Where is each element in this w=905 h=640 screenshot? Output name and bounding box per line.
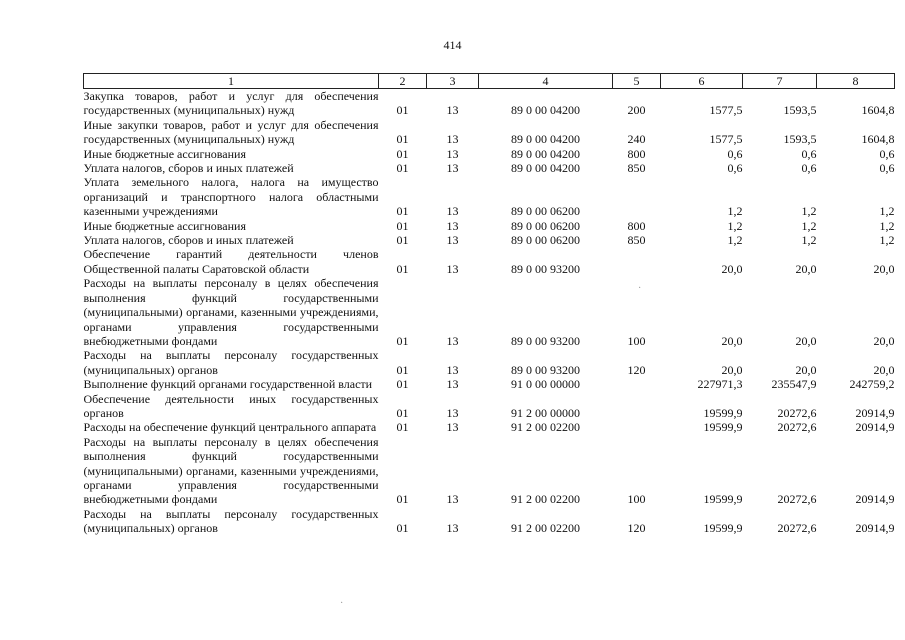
row-name: Расходы на выплаты персоналу государственных (муниципальных) органов xyxy=(83,506,379,536)
row-target-code: 91 2 00 02200 xyxy=(511,521,580,536)
scan-speck: · xyxy=(638,283,642,294)
column-header: 3 xyxy=(427,74,479,89)
row-name: Закупка товаров, работ и услуг для обеспечения государственных (муниципальных) нужд xyxy=(83,89,379,118)
row-subsection: 13 xyxy=(446,103,459,118)
row-section: 01 xyxy=(396,204,409,219)
row-value-col7: 20272,6 xyxy=(777,405,817,420)
table-row xyxy=(84,118,895,147)
row-value-col6: 19599,9 xyxy=(703,405,743,420)
row-section: 01 xyxy=(396,218,409,233)
row-value-col8: 1604,8 xyxy=(861,132,895,147)
row-subsection: 13 xyxy=(446,218,459,233)
row-section: 01 xyxy=(396,103,409,118)
row-name: Иные бюджетные ассигнования xyxy=(83,146,246,161)
row-name: Расходы на выплаты персоналу в целях обеспечения выполнения функций государственными (муниципальными) органами, казенными учреждениями, органами управления государственными внебюджетными фондами xyxy=(83,434,379,507)
table-row xyxy=(84,219,895,233)
table-row xyxy=(84,377,895,391)
row-subsection: 13 xyxy=(446,204,459,219)
table-row xyxy=(84,247,895,276)
row-value-col6: 0,6 xyxy=(727,161,743,176)
table-row xyxy=(84,435,895,507)
row-subsection: 13 xyxy=(446,377,459,392)
row-value-col7: 1593,5 xyxy=(783,103,817,118)
row-value-col8: 1,2 xyxy=(879,233,895,248)
row-expense-type: 200 xyxy=(627,103,646,118)
row-target-code: 91 2 00 02200 xyxy=(511,420,580,435)
row-value-col7: 20,0 xyxy=(795,261,817,276)
table-row xyxy=(84,348,895,377)
row-section: 01 xyxy=(396,146,409,161)
row-value-col7: 20,0 xyxy=(795,362,817,377)
row-subsection: 13 xyxy=(446,362,459,377)
column-header: 1 xyxy=(84,74,379,89)
row-value-col6: 1,2 xyxy=(727,218,743,233)
row-value-col7: 20,0 xyxy=(795,333,817,348)
row-name: Иные бюджетные ассигнования xyxy=(83,218,246,233)
row-value-col8: 20,0 xyxy=(873,261,895,276)
row-value-col6: 19599,9 xyxy=(703,492,743,507)
table-row xyxy=(84,392,895,421)
column-header: 7 xyxy=(743,74,817,89)
row-section: 01 xyxy=(396,333,409,348)
row-value-col8: 1,2 xyxy=(879,218,895,233)
row-name: Уплата налогов, сборов и иных платежей xyxy=(83,161,294,176)
table-body xyxy=(84,89,895,536)
row-expense-type: 850 xyxy=(627,161,646,176)
row-subsection: 13 xyxy=(446,420,459,435)
row-target-code: 89 0 00 06200 xyxy=(511,218,580,233)
row-value-col6: 19599,9 xyxy=(703,420,743,435)
row-value-col7: 1593,5 xyxy=(783,132,817,147)
row-target-code: 91 2 00 02200 xyxy=(511,492,580,507)
row-expense-type: 120 xyxy=(627,362,646,377)
row-subsection: 13 xyxy=(446,492,459,507)
row-target-code: 91 2 00 00000 xyxy=(511,405,580,420)
row-name: Уплата земельного налога, налога на имущество организаций и транспортного налога областными казенными учреждениями xyxy=(83,175,379,219)
row-value-col6: 1,2 xyxy=(727,233,743,248)
row-section: 01 xyxy=(396,521,409,536)
row-target-code: 91 0 00 00000 xyxy=(511,377,580,392)
row-subsection: 13 xyxy=(446,333,459,348)
row-section: 01 xyxy=(396,377,409,392)
page-number: 414 xyxy=(443,38,462,52)
row-name: Расходы на выплаты персоналу государственных (муниципальных) органов xyxy=(83,348,379,377)
row-expense-type: 850 xyxy=(627,233,646,248)
table-row xyxy=(84,276,895,348)
row-target-code: 89 0 00 04200 xyxy=(511,132,580,147)
row-name: Иные закупки товаров, работ и услуг для обеспечения государственных (муниципальных) нужд xyxy=(83,117,379,147)
row-value-col8: 242759,2 xyxy=(849,377,895,392)
row-value-col7: 20272,6 xyxy=(777,521,817,536)
table-header-row xyxy=(84,74,895,89)
scan-speck: · xyxy=(340,598,344,609)
row-value-col7: 0,6 xyxy=(801,161,817,176)
row-expense-type xyxy=(613,392,661,421)
row-expense-type: 120 xyxy=(627,521,646,536)
row-subsection: 13 xyxy=(446,405,459,420)
row-name: Выполнение функций органами государственной власти xyxy=(83,377,373,392)
row-section: 01 xyxy=(396,420,409,435)
row-value-col6: 20,0 xyxy=(721,362,743,377)
table-row xyxy=(84,147,895,161)
row-expense-type: 100 xyxy=(627,492,646,507)
row-subsection: 13 xyxy=(446,521,459,536)
row-expense-type xyxy=(613,247,661,276)
row-value-col8: 1604,8 xyxy=(861,103,895,118)
row-section: 01 xyxy=(396,492,409,507)
row-expense-type: 240 xyxy=(627,132,646,147)
row-value-col7: 20272,6 xyxy=(777,492,817,507)
row-value-col7: 1,2 xyxy=(801,218,817,233)
row-value-col6: 1577,5 xyxy=(709,103,743,118)
row-section: 01 xyxy=(396,132,409,147)
row-value-col8: 20,0 xyxy=(873,362,895,377)
row-target-code: 89 0 00 04200 xyxy=(511,146,580,161)
column-header: 8 xyxy=(817,74,895,89)
row-value-col6: 1577,5 xyxy=(709,132,743,147)
column-header: 6 xyxy=(661,74,743,89)
row-subsection: 13 xyxy=(446,233,459,248)
table-row xyxy=(84,507,895,536)
row-value-col6: 20,0 xyxy=(721,333,743,348)
row-value-col8: 20914,9 xyxy=(855,420,895,435)
row-value-col8: 20914,9 xyxy=(855,492,895,507)
row-target-code: 89 0 00 93200 xyxy=(511,362,580,377)
row-target-code: 89 0 00 04200 xyxy=(511,103,580,118)
budget-table xyxy=(83,73,895,536)
row-target-code: 89 0 00 04200 xyxy=(511,161,580,176)
row-expense-type xyxy=(613,420,661,434)
table-row xyxy=(84,233,895,247)
row-value-col8: 20914,9 xyxy=(855,521,895,536)
row-value-col7: 235547,9 xyxy=(771,377,817,392)
row-name: Обеспечение гарантий деятельности членов Общественной палаты Саратовской области xyxy=(83,247,379,276)
row-value-col8: 0,6 xyxy=(879,161,895,176)
row-name: Расходы на выплаты персоналу в целях обеспечения выполнения функций государственными (муниципальными) органами, казенными учреждениями, органами управления государственными внебюджетными фондами xyxy=(83,276,379,348)
row-expense-type: 800 xyxy=(627,146,646,161)
row-value-col7: 0,6 xyxy=(801,146,817,161)
row-subsection: 13 xyxy=(446,261,459,276)
row-value-col7: 1,2 xyxy=(801,233,817,248)
row-target-code: 89 0 00 06200 xyxy=(511,204,580,219)
row-target-code: 89 0 00 06200 xyxy=(511,233,580,248)
row-value-col8: 1,2 xyxy=(879,204,895,219)
table-row xyxy=(84,175,895,218)
row-value-col6: 19599,9 xyxy=(703,521,743,536)
row-section: 01 xyxy=(396,161,409,176)
row-name: Уплата налогов, сборов и иных платежей xyxy=(83,233,294,248)
row-expense-type: 800 xyxy=(627,218,646,233)
row-subsection: 13 xyxy=(446,132,459,147)
table-row xyxy=(84,420,895,434)
row-value-col7: 1,2 xyxy=(801,204,817,219)
row-value-col6: 0,6 xyxy=(727,146,743,161)
row-subsection: 13 xyxy=(446,161,459,176)
row-section: 01 xyxy=(396,362,409,377)
column-header: 5 xyxy=(613,74,661,89)
row-section: 01 xyxy=(396,233,409,248)
table-row xyxy=(84,89,895,118)
row-value-col6: 227971,3 xyxy=(697,377,743,392)
row-section: 01 xyxy=(396,405,409,420)
row-expense-type xyxy=(613,377,661,391)
column-header: 2 xyxy=(379,74,427,89)
row-value-col8: 20,0 xyxy=(873,333,895,348)
row-value-col6: 20,0 xyxy=(721,261,743,276)
row-value-col6: 1,2 xyxy=(727,204,743,219)
row-name: Обеспечение деятельности иных государственных органов xyxy=(83,391,379,420)
row-expense-type xyxy=(613,175,661,218)
table-row xyxy=(84,161,895,175)
row-name: Расходы на обеспечение функций центрального аппарата xyxy=(83,420,377,435)
row-expense-type: 100 xyxy=(627,333,646,348)
row-value-col7: 20272,6 xyxy=(777,420,817,435)
row-target-code: 89 0 00 93200 xyxy=(511,333,580,348)
row-section: 01 xyxy=(396,261,409,276)
row-value-col8: 0,6 xyxy=(879,146,895,161)
row-target-code: 89 0 00 93200 xyxy=(511,261,580,276)
row-subsection: 13 xyxy=(446,146,459,161)
column-header: 4 xyxy=(479,74,613,89)
row-value-col8: 20914,9 xyxy=(855,405,895,420)
